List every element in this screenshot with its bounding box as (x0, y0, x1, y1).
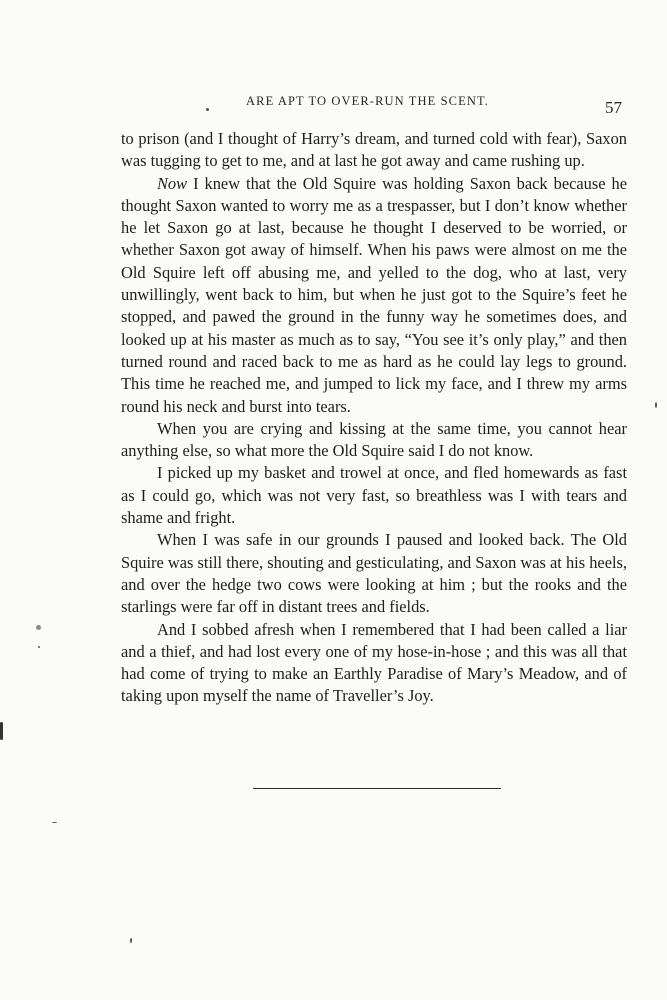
paragraph-text: I picked up my basket and trowel at once, and fled homewards as fast as I could go, which was not very fast, so breathless was I with tears and shame and fright. (121, 463, 627, 528)
body-text (121, 128, 627, 708)
paragraph-lead: Now (157, 173, 188, 193)
paragraph (121, 529, 627, 618)
paragraph (121, 418, 627, 463)
page-number: 57 (605, 98, 622, 117)
print-speck (0, 722, 3, 740)
running-head: ARE APT TO OVER-RUN THE SCENT. (246, 94, 489, 108)
paragraph-text: to prison (and I thought of Harry’s dream, and turned cold with fear), Saxon was tugging to get to me, and at last he got away and came rushing up. (121, 129, 627, 171)
paragraph-text: I knew that the Old Squire was holding Saxon back because he thought Saxon wanted to worry me as a trespasser, but I don’t know whether he let Saxon go at last, because he thought I deserved to be worried, or whether Saxon got away of himself. When his paws were almost on me the Old Squire left off abusing me, and yelled to the dog, who at last, very unwillingly, went back to him, but when he just got to the Squire’s feet he stopped, and pawed the ground in the funny way he sometimes does, and looked up at his master as much as to say, “You see it’s only play,” and then turned round and raced back to me as hard as he could lay legs to ground. This time he reached me, and jumped to lick my face, and I threw my arms round his neck and burst into tears. (121, 173, 627, 416)
paragraph (121, 128, 627, 173)
print-speck (655, 402, 657, 408)
paragraph (121, 462, 627, 529)
paragraph-text: When I was safe in our grounds I paused and looked back. The Old Squire was still there, shouting and gesticulating, and Saxon was at his heels, and over the hedge two cows were looking at him ; but the rooks and the starlings were far off in distant trees and fields. (121, 530, 627, 617)
print-speck (130, 938, 132, 943)
print-speck (38, 646, 40, 648)
paragraph-text: When you are crying and kissing at the same time, you cannot hear anything else, so what more the Old Squire said I do not know. (121, 418, 627, 461)
paragraph (121, 619, 627, 708)
print-speck (36, 625, 41, 630)
paragraph-text: And I sobbed afresh when I remembered that I had been called a liar and a thief, and had lost every one of my hose-in-hose ; and this was all that had come of trying to make an Earthly Paradise of Mary’s Meadow, and of taking upon myself the name of Traveller’s Joy. (121, 619, 627, 706)
paragraph (121, 173, 627, 418)
print-speck (52, 822, 57, 823)
end-rule (253, 788, 501, 789)
print-speck (206, 108, 209, 111)
